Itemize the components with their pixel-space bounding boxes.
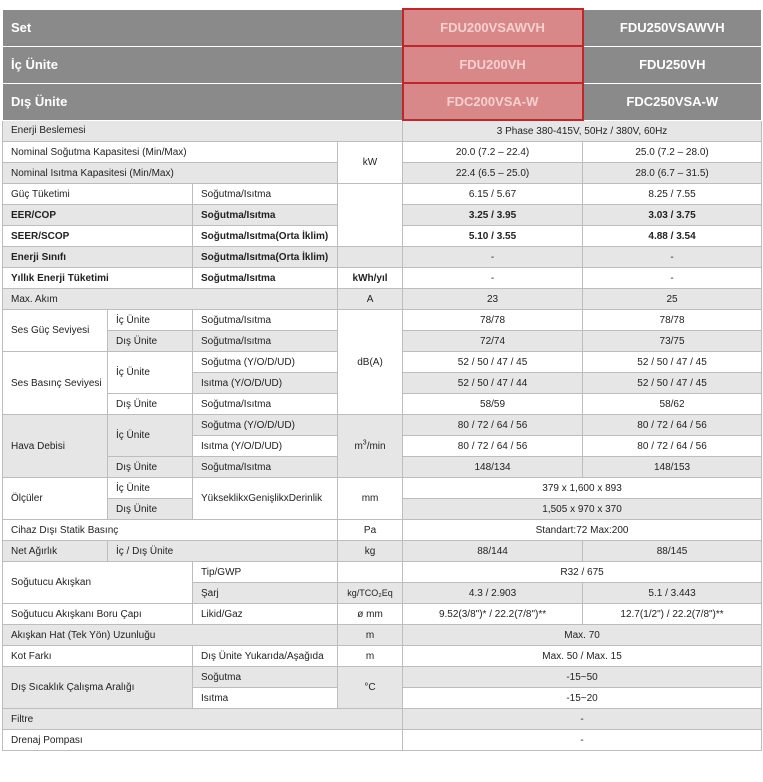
unit-type-label: Dış Ünite (108, 499, 193, 520)
value-cell: 3.03 / 3.75 (583, 205, 762, 226)
row-label: Soğutucu Akışkanı Boru Çapı (3, 604, 193, 625)
value-cell: 148/134 (403, 457, 583, 478)
value-cell: - (403, 247, 583, 268)
value-cell: 28.0 (6.7 – 31.5) (583, 163, 762, 184)
sub-label: Soğutma (193, 667, 338, 688)
value-cell: Standart:72 Max:200 (403, 520, 762, 541)
value-cell: 9.52(3/8")* / 22.2(7/8")** (403, 604, 583, 625)
row-label: SEER/SCOP (3, 226, 193, 247)
row-label: Nominal Soğutma Kapasitesi (Min/Max) (3, 142, 338, 163)
unit-cell: kg/TCO₂Eq (338, 583, 403, 604)
table-row (3, 478, 762, 499)
header-row-set (3, 9, 762, 46)
set-model-2: FDU250VSAWVH (583, 9, 762, 46)
value-cell: 88/144 (403, 541, 583, 562)
sub-label: Soğutma/Isıtma (193, 394, 338, 415)
row-label: Ses Basınç Seviyesi (3, 352, 108, 415)
table-row (3, 120, 762, 142)
row-label: Dış Sıcaklık Çalışma Aralığı (3, 667, 193, 709)
value-cell: 25 (583, 289, 762, 310)
value-cell: 73/75 (583, 331, 762, 352)
table-row (3, 268, 762, 289)
value-cell: 25.0 (7.2 – 28.0) (583, 142, 762, 163)
row-label: Cihaz Dışı Statik Basınç (3, 520, 338, 541)
value-cell: 78/78 (403, 310, 583, 331)
unit-cell: dB(A) (338, 310, 403, 415)
value-cell: Max. 50 / Max. 15 (403, 646, 762, 667)
set-model-1: FDU200VSAWVH (403, 9, 583, 46)
value-cell: 80 / 72 / 64 / 56 (583, 415, 762, 436)
value-cell: 58/59 (403, 394, 583, 415)
value-cell: - (403, 709, 762, 730)
value-cell: 148/153 (583, 457, 762, 478)
sub-label: Şarj (193, 583, 338, 604)
table-row (3, 730, 762, 751)
table-row (3, 289, 762, 310)
indoor-model-2: FDU250VH (583, 46, 762, 83)
value-cell: 6.15 / 5.67 (403, 184, 583, 205)
value-cell: - (583, 247, 762, 268)
row-label: Soğutucu Akışkan (3, 562, 193, 604)
table-row (3, 625, 762, 646)
value-cell: - (403, 730, 762, 751)
value-cell: 72/74 (403, 331, 583, 352)
sub-label: Dış Ünite Yukarıda/Aşağıda (193, 646, 338, 667)
unit-type-label: İç Ünite (108, 478, 193, 499)
header-row-outdoor (3, 83, 762, 120)
table-row (3, 667, 762, 688)
value-cell: 379 x 1,600 x 893 (403, 478, 762, 499)
value-cell: 80 / 72 / 64 / 56 (403, 415, 583, 436)
sub-label: Soğutma (Y/O/D/UD) (193, 352, 338, 373)
unit-cell (338, 184, 403, 247)
value-cell: 3.25 / 3.95 (403, 205, 583, 226)
value-cell: 52 / 50 / 47 / 45 (583, 373, 762, 394)
row-label: Hava Debisi (3, 415, 108, 478)
sub-label: Soğutma (Y/O/D/UD) (193, 415, 338, 436)
table-row (3, 142, 762, 163)
table-row (3, 310, 762, 331)
row-label: Filtre (3, 709, 403, 730)
unit-cell (338, 562, 403, 583)
unit-cell: kWh/yıl (338, 268, 403, 289)
value-cell: 23 (403, 289, 583, 310)
sub-label: Soğutma/Isıtma (193, 331, 338, 352)
unit-cell: Pa (338, 520, 403, 541)
value-cell: Max. 70 (403, 625, 762, 646)
unit-cell: m (338, 646, 403, 667)
value-cell: - (403, 268, 583, 289)
sub-label: Soğutma/Isıtma (193, 184, 338, 205)
value-cell: 78/78 (583, 310, 762, 331)
unit-cell: kg (338, 541, 403, 562)
value-cell: 80 / 72 / 64 / 56 (583, 436, 762, 457)
row-label: Enerji Sınıfı (3, 247, 193, 268)
sub-label: Isıtma (193, 688, 338, 709)
sub-label: Tip/GWP (193, 562, 338, 583)
row-label: Güç Tüketimi (3, 184, 193, 205)
sub-label: Likid/Gaz (193, 604, 338, 625)
value-cell: 52 / 50 / 47 / 45 (583, 352, 762, 373)
value-cell: 80 / 72 / 64 / 56 (403, 436, 583, 457)
unit-cell (338, 247, 403, 268)
value-cell: 4.3 / 2.903 (403, 583, 583, 604)
row-label: Drenaj Pompası (3, 730, 403, 751)
spec-table (2, 8, 762, 751)
table-row (3, 646, 762, 667)
value-cell: 5.10 / 3.55 (403, 226, 583, 247)
unit-type-label: Dış Ünite (108, 394, 193, 415)
value-cell: 22.4 (6.5 – 25.0) (403, 163, 583, 184)
unit-type-label: Dış Ünite (108, 457, 193, 478)
value-cell: 8.25 / 7.55 (583, 184, 762, 205)
unit-cell: °C (338, 667, 403, 709)
outdoor-model-2: FDC250VSA-W (583, 83, 762, 120)
unit-cell: kW (338, 142, 403, 184)
value-cell: 4.88 / 3.54 (583, 226, 762, 247)
unit-cell: $m^3/\min$ (338, 415, 403, 478)
unit-type-label: İç Ünite (108, 415, 193, 457)
value-cell: -15~20 (403, 688, 762, 709)
sub-label: Soğutma/Isıtma (193, 205, 338, 226)
table-row (3, 184, 762, 205)
row-label: Akışkan Hat (Tek Yön) Uzunluğu (3, 625, 338, 646)
unit-type-label: Dış Ünite (108, 331, 193, 352)
row-label: Yıllık Enerji Tüketimi (3, 268, 193, 289)
row-label: Kot Farkı (3, 646, 193, 667)
sub-label: İç / Dış Ünite (108, 541, 338, 562)
value-cell: 1,505 x 970 x 370 (403, 499, 762, 520)
sub-label: Soğutma/Isıtma(Orta İklim) (193, 226, 338, 247)
value-cell: 58/62 (583, 394, 762, 415)
value-cell: - (583, 268, 762, 289)
sub-label: Soğutma/Isıtma (193, 310, 338, 331)
table-row (3, 247, 762, 268)
row-label: Ölçüler (3, 478, 108, 520)
sub-label: Soğutma/Isıtma(Orta İklim) (193, 247, 338, 268)
table-row (3, 709, 762, 730)
value-cell: 20.0 (7.2 – 22.4) (403, 142, 583, 163)
set-label: Set (3, 9, 403, 46)
unit-type-label: İç Ünite (108, 352, 193, 394)
unit-cell: m (338, 625, 403, 646)
value-cell: 5.1 / 3.443 (583, 583, 762, 604)
value-cell: -15~50 (403, 667, 762, 688)
sub-label: Isıtma (Y/O/D/UD) (193, 436, 338, 457)
unit-type-label: İç Ünite (108, 310, 193, 331)
row-label: Net Ağırlık (3, 541, 108, 562)
unit-cell: A (338, 289, 403, 310)
value-cell: 12.7(1/2") / 22.2(7/8")** (583, 604, 762, 625)
value-cell: 52 / 50 / 47 / 45 (403, 352, 583, 373)
indoor-model-1: FDU200VH (403, 46, 583, 83)
table-row (3, 520, 762, 541)
unit-cell: ø mm (338, 604, 403, 625)
sub-label: YükseklikxGenişlikxDerinlik (193, 478, 338, 520)
sub-label: Isıtma (Y/O/D/UD) (193, 373, 338, 394)
value-cell: R32 / 675 (403, 562, 762, 583)
table-row (3, 541, 762, 562)
unit-cell: mm (338, 478, 403, 520)
table-row (3, 604, 762, 625)
row-label: EER/COP (3, 205, 193, 226)
value-cell: 88/145 (583, 541, 762, 562)
value-cell: 3 Phase 380-415V, 50Hz / 380V, 60Hz (403, 120, 762, 142)
outdoor-label: Dış Ünite (3, 83, 403, 120)
row-label: Enerji Beslemesi (3, 120, 403, 142)
row-label: Max. Akım (3, 289, 338, 310)
row-label: Nominal Isıtma Kapasitesi (Min/Max) (3, 163, 338, 184)
header-row-indoor (3, 46, 762, 83)
outdoor-model-1: FDC200VSA-W (403, 83, 583, 120)
table-row (3, 562, 762, 583)
row-label: Ses Güç Seviyesi (3, 310, 108, 352)
indoor-label: İç Ünite (3, 46, 403, 83)
value-cell: 52 / 50 / 47 / 44 (403, 373, 583, 394)
table-row (3, 415, 762, 436)
sub-label: Soğutma/Isıtma (193, 268, 338, 289)
sub-label: Soğutma/Isıtma (193, 457, 338, 478)
